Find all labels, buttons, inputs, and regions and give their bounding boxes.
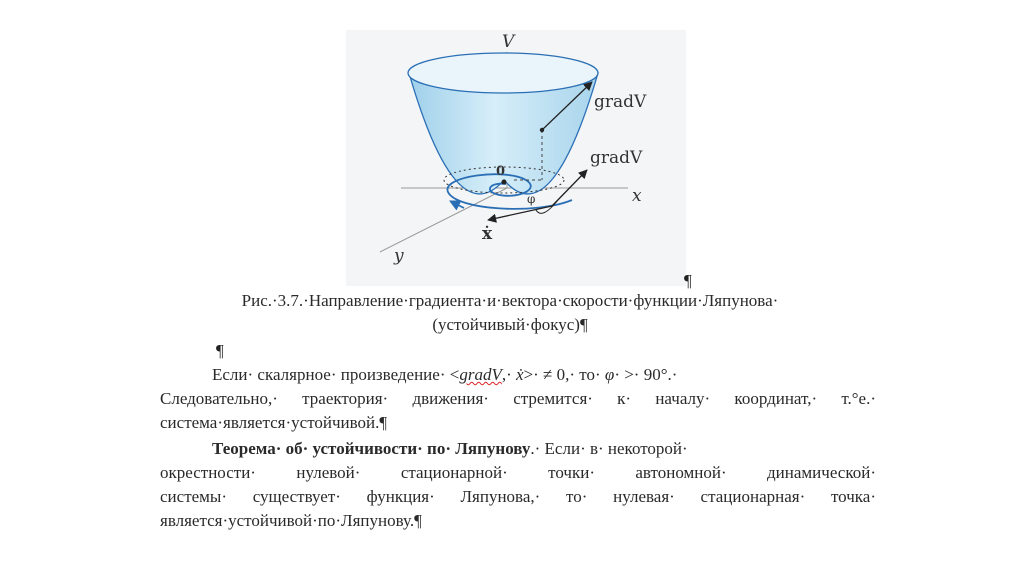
paragraph1-line1	[212, 364, 677, 386]
v-axis-label: V	[502, 32, 515, 52]
spiral-arrow	[454, 203, 464, 208]
paragraph2-line4: является·устойчивой·по·Ляпунову.¶	[160, 511, 422, 530]
paragraph1-line3: система·является·устойчивой.¶	[160, 413, 388, 432]
bowl-rim	[408, 53, 598, 93]
paragraph2-line2: окрестности· нулевой· стационарной· точки· автономной· динамической·	[160, 463, 876, 482]
empty-paragraph-mark: ¶	[216, 341, 224, 360]
origin-point	[502, 180, 507, 185]
p1-grad: gradV	[459, 365, 502, 384]
p2-text-rest: .· Если· в· некоторой·	[530, 439, 688, 458]
paragraph2-line3: системы· существует· функция· Ляпунова,· то· нулевая· стационарная· точка·	[160, 487, 876, 506]
paragraph1-line2: Следовательно,· траектория· движения· стремится· к· началу· координат,· т.°е.·	[160, 389, 876, 408]
p1-xdot: ẋ	[516, 365, 524, 384]
lyapunov-figure	[346, 30, 686, 286]
phi-label: φ	[527, 192, 536, 206]
theorem-title: Теорема· об· устойчивости· по· Ляпунову	[212, 439, 531, 458]
p1-text-a: Если· скалярное· произведение· <	[212, 365, 460, 384]
y-axis-label: y	[394, 246, 404, 266]
figure-caption-line2: (устойчивый·фокус)¶	[432, 315, 588, 334]
grad-label-mid: gradV	[590, 148, 643, 168]
grad-label-top: gradV	[594, 92, 647, 112]
paragraph2-line1	[212, 438, 688, 460]
x-axis-label: x	[632, 186, 642, 206]
p1-text-d: · >· 90°.·	[614, 365, 678, 384]
p1-text-c: >· ≠ 0,· то·	[523, 365, 605, 384]
p1-text-b: ,·	[501, 365, 516, 384]
p1-phi: φ	[604, 365, 615, 384]
origin-label: 0	[496, 164, 506, 179]
pilcrow-above-caption: ¶	[684, 271, 692, 290]
xdot-label: ẋ	[482, 224, 493, 244]
figure-caption-line1: Рис.·3.7.·Направление·градиента·и·вектора·скорости·функции·Ляпунова·	[241, 291, 779, 310]
